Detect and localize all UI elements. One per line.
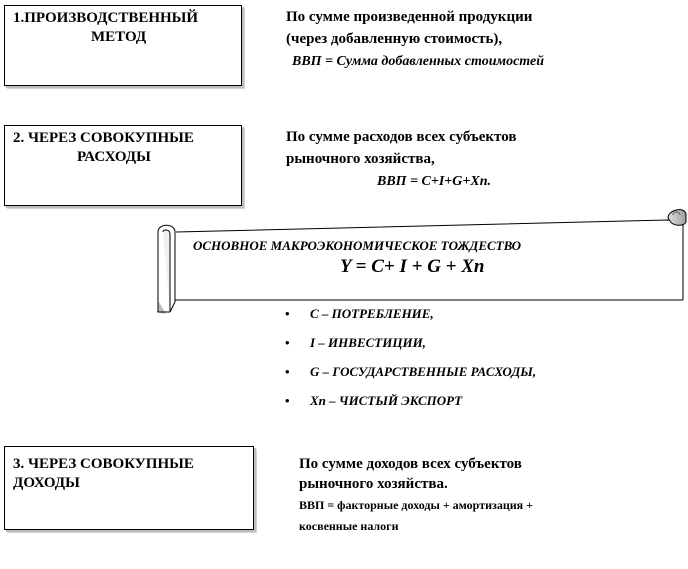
method-2-line-1: По сумме расходов всех субъектов	[286, 129, 517, 145]
bullet-icon: •	[285, 364, 290, 379]
method-1-line-1: По сумме произведенной продукции	[286, 9, 533, 25]
identity-title: ОСНОВНОЕ МАКРОЭКОНОМИЧЕСКОЕ ТОЖДЕСТВО	[193, 238, 522, 253]
bullet-icon: •	[285, 306, 290, 321]
method-3-line-2: рыночного хозяйства.	[299, 476, 448, 492]
method-2-title-line-2: РАСХОДЫ	[77, 149, 151, 165]
method-1-title-line-2: МЕТОД	[91, 29, 147, 45]
method-2-formula: ВВП = C+I+G+Xn.	[377, 174, 491, 189]
method-2-title-line-1: 2. ЧЕРЕЗ СОВОКУПНЫЕ	[13, 130, 194, 146]
components-list	[285, 306, 536, 422]
method-3-line-1: По сумме доходов всех субъектов	[299, 456, 522, 472]
component-xn	[285, 393, 536, 422]
component-c-text: C – ПОТРЕБЛЕНИЕ,	[310, 306, 434, 321]
method-3-title-line-2: ДОХОДЫ	[13, 475, 80, 491]
method-3-box	[4, 446, 254, 530]
bullet-icon: •	[285, 335, 290, 350]
method-3-line-3: ВВП = факторные доходы + амортизация +	[299, 498, 533, 512]
component-g-text: G – ГОСУДАРСТВЕННЫЕ РАСХОДЫ,	[310, 364, 537, 379]
component-i-text: I – ИНВЕСТИЦИИ,	[310, 335, 426, 350]
method-1-title-line-1: 1.ПРОИЗВОДСТВЕННЫЙ	[13, 10, 199, 26]
bullet-icon: •	[285, 393, 290, 408]
method-2-line-2: рыночного хозяйства,	[286, 151, 435, 167]
component-i	[285, 335, 536, 364]
method-3-line-4: косвенные налоги	[299, 519, 399, 533]
method-3-title-line-1: 3. ЧЕРЕЗ СОВОКУПНЫЕ	[13, 456, 194, 472]
identity-formula: Y = C+ I + G + Xn	[340, 256, 485, 277]
method-1-formula: ВВП = Сумма добавленных стоимостей	[292, 54, 544, 69]
component-g	[285, 364, 536, 393]
component-c	[285, 306, 536, 335]
method-1-line-2: (через добавленную стоимость),	[286, 31, 503, 47]
component-xn-text: Xn – ЧИСТЫЙ ЭКСПОРТ	[310, 393, 463, 408]
